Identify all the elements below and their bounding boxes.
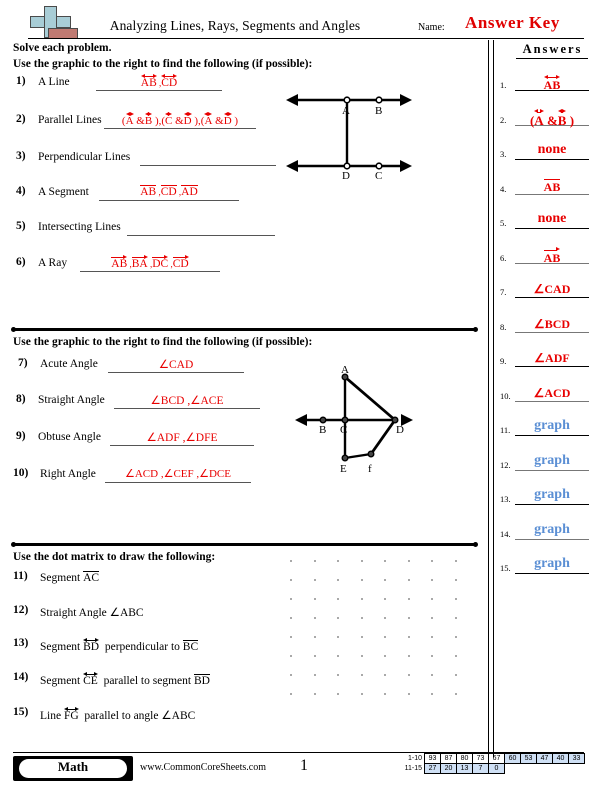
site-url: www.CommonCoreSheets.com bbox=[140, 762, 267, 773]
problem-text-9: Obtuse Angle bbox=[38, 431, 101, 443]
score-cell: 67 bbox=[489, 754, 505, 764]
problem-number-6: 6) bbox=[16, 256, 26, 268]
answer-row-value-10: ∠ACD bbox=[533, 385, 571, 400]
page-header bbox=[0, 4, 612, 38]
answer-line-7[interactable] bbox=[108, 372, 244, 373]
answer-line-6[interactable] bbox=[80, 271, 220, 272]
matrix-dot bbox=[337, 560, 339, 562]
problem-number-9: 9) bbox=[16, 430, 26, 442]
page-title: Analyzing Lines, Rays, Segments and Angles bbox=[109, 18, 361, 33]
section-divider-1 bbox=[13, 328, 476, 331]
problem-number-10: 10) bbox=[13, 467, 29, 479]
answer-value-6: AB ,BA ,DC ,CD bbox=[80, 255, 220, 270]
matrix-dot bbox=[431, 693, 433, 695]
matrix-dot bbox=[455, 598, 457, 600]
answer-line-5[interactable] bbox=[127, 235, 275, 236]
figure-parallel-lines bbox=[284, 84, 414, 184]
problem-number-5: 5) bbox=[16, 220, 26, 232]
matrix-dot bbox=[408, 598, 410, 600]
answer-row-line-9[interactable] bbox=[515, 366, 589, 367]
matrix-dot bbox=[337, 579, 339, 581]
matrix-dot bbox=[431, 617, 433, 619]
answer-row-line-11[interactable] bbox=[515, 435, 589, 436]
matrix-dot bbox=[290, 693, 292, 695]
matrix-dot bbox=[314, 655, 316, 657]
answer-row-line-8[interactable] bbox=[515, 332, 589, 333]
column-divider-left bbox=[488, 40, 489, 757]
matrix-dot bbox=[384, 579, 386, 581]
answer-row-line-3[interactable] bbox=[515, 159, 589, 160]
answer-value-4: AB ,CD ,AD bbox=[140, 186, 198, 198]
answer-row-value-4: AB bbox=[543, 179, 561, 194]
answer-row-value-7: ∠CAD bbox=[533, 282, 571, 296]
answer-row-number-7: 7. bbox=[500, 287, 507, 297]
answer-row-value-2: ( A & B ) bbox=[515, 110, 589, 129]
svg-text:B: B bbox=[375, 105, 383, 117]
svg-text:A: A bbox=[341, 364, 349, 376]
matrix-dot bbox=[337, 693, 339, 695]
matrix-dot bbox=[408, 655, 410, 657]
page-number: 1 bbox=[300, 757, 308, 774]
matrix-dot bbox=[408, 674, 410, 676]
matrix-dot bbox=[408, 636, 410, 638]
matrix-dot bbox=[431, 636, 433, 638]
answer-key-label: Answer Key bbox=[465, 13, 560, 32]
matrix-dot bbox=[290, 655, 292, 657]
problem-text-1: A Line bbox=[38, 76, 70, 88]
score-cell-empty bbox=[553, 764, 569, 774]
matrix-dot bbox=[384, 655, 386, 657]
answer-row-number-5: 5. bbox=[500, 218, 507, 228]
matrix-dot bbox=[455, 693, 457, 695]
answer-row-line-14[interactable] bbox=[515, 539, 589, 540]
matrix-dot bbox=[337, 655, 339, 657]
answer-row-value-11: graph bbox=[534, 418, 570, 433]
answer-row-number-10: 10. bbox=[500, 390, 511, 401]
score-cell: 20 bbox=[441, 764, 457, 774]
figure-angles bbox=[293, 362, 418, 492]
score-table bbox=[400, 753, 585, 774]
svg-text:B: B bbox=[319, 424, 327, 436]
problem-text-15: Line FG parallel to angle ∠ABC bbox=[40, 707, 195, 722]
answer-row-number-12: 12. bbox=[500, 459, 511, 470]
problem-number-4: 4) bbox=[16, 185, 26, 197]
answer-value-9: ∠ADF ,∠DFE bbox=[146, 432, 218, 444]
answer-row-value-8: ∠BCD bbox=[533, 316, 571, 331]
problem-number-2: 2) bbox=[16, 113, 26, 125]
score-row-label: 11-15 bbox=[404, 765, 422, 772]
answer-line-1[interactable] bbox=[96, 90, 222, 91]
solve-instruction: Solve each problem. bbox=[13, 42, 112, 54]
problem-number-7: 7) bbox=[18, 357, 28, 369]
answer-row-value-6: AB bbox=[515, 248, 589, 266]
score-cell: 7 bbox=[473, 764, 489, 774]
matrix-dot bbox=[314, 693, 316, 695]
answer-line-8[interactable] bbox=[114, 408, 260, 409]
answer-row-value-3: none bbox=[537, 142, 567, 157]
column-divider-right bbox=[493, 40, 494, 757]
problem-number-8: 8) bbox=[16, 393, 26, 405]
answer-row-number-4: 4. bbox=[500, 183, 507, 194]
problem-text-10: Right Angle bbox=[40, 468, 96, 480]
answer-row-line-5[interactable] bbox=[515, 228, 589, 229]
score-cell-empty bbox=[521, 764, 537, 774]
answer-value-8: ∠BCD ,∠ACE bbox=[150, 395, 224, 407]
problem-number-14: 14) bbox=[13, 671, 29, 683]
score-cell: 27 bbox=[425, 764, 441, 774]
problem-text-6: A Ray bbox=[38, 257, 68, 269]
answer-row-line-15[interactable] bbox=[515, 573, 589, 574]
score-row bbox=[400, 754, 585, 764]
section1-instruction: Use the graphic to the right to find the following (if possible): bbox=[13, 58, 313, 70]
matrix-dot bbox=[384, 617, 386, 619]
problem-text-8: Straight Angle bbox=[38, 394, 105, 406]
matrix-dot bbox=[455, 655, 457, 657]
matrix-dot bbox=[337, 674, 339, 676]
answer-row-number-11: 11. bbox=[500, 425, 511, 435]
matrix-dot bbox=[361, 674, 363, 676]
answer-value-7: ∠CAD bbox=[158, 359, 194, 371]
answer-row-number-14: 14. bbox=[500, 528, 511, 539]
answer-row-number-13: 13. bbox=[500, 494, 511, 504]
svg-text:C: C bbox=[340, 424, 348, 436]
matrix-dot bbox=[361, 579, 363, 581]
matrix-dot bbox=[290, 579, 292, 581]
answer-row-value-14: graph bbox=[534, 521, 570, 537]
matrix-dot bbox=[384, 598, 386, 600]
matrix-dot bbox=[314, 674, 316, 676]
svg-text:D: D bbox=[396, 424, 404, 436]
score-cell-empty bbox=[537, 764, 553, 774]
section2-instruction: Use the graphic to the right to find the following (if possible): bbox=[13, 336, 313, 348]
answer-line-4[interactable] bbox=[99, 200, 239, 201]
answer-row-line-7[interactable] bbox=[515, 297, 589, 298]
svg-text:E: E bbox=[340, 463, 347, 475]
score-row-label: 1-10 bbox=[407, 755, 422, 762]
section-divider-2 bbox=[13, 543, 476, 546]
svg-text:D: D bbox=[342, 170, 350, 182]
matrix-dot bbox=[337, 598, 339, 600]
problem-text-12: Straight Angle ∠ABC bbox=[40, 607, 144, 619]
matrix-dot bbox=[431, 579, 433, 581]
score-cell: 33 bbox=[569, 754, 585, 764]
score-cell: 60 bbox=[505, 754, 521, 764]
problem-text-5: Intersecting Lines bbox=[38, 221, 121, 233]
matrix-dot bbox=[384, 560, 386, 562]
name-label: Name: bbox=[418, 22, 445, 33]
matrix-dot bbox=[290, 617, 292, 619]
problem-text-13: Segment BD perpendicular to BC bbox=[40, 638, 198, 653]
matrix-dot bbox=[455, 636, 457, 638]
matrix-dot bbox=[314, 598, 316, 600]
matrix-dot bbox=[314, 579, 316, 581]
matrix-dot bbox=[408, 693, 410, 695]
matrix-dot bbox=[431, 560, 433, 562]
answer-row-number-9: 9. bbox=[500, 356, 507, 366]
problem-text-14: Segment CE parallel to segment BD bbox=[40, 672, 210, 687]
svg-text:f: f bbox=[368, 463, 372, 475]
matrix-dot bbox=[314, 617, 316, 619]
score-cell: 93 bbox=[425, 754, 441, 764]
answer-row-number-1: 1. bbox=[500, 80, 507, 90]
matrix-dot bbox=[384, 636, 386, 638]
answer-row-number-2: 2. bbox=[500, 114, 507, 125]
problem-number-11: 11) bbox=[13, 570, 28, 582]
score-cell: 13 bbox=[457, 764, 473, 774]
problem-number-3: 3) bbox=[16, 150, 26, 162]
answer-row-value-9: ∠ADF bbox=[534, 351, 570, 365]
matrix-dot bbox=[290, 636, 292, 638]
answer-row-number-6: 6. bbox=[500, 252, 507, 263]
answer-row-number-3: 3. bbox=[500, 149, 507, 159]
answer-value-10: ∠ACD ,∠CEF ,∠DCE bbox=[125, 468, 231, 480]
matrix-dot bbox=[361, 560, 363, 562]
matrix-dot bbox=[314, 636, 316, 638]
problem-number-1: 1) bbox=[16, 75, 26, 87]
answer-row-line-10[interactable] bbox=[515, 401, 589, 402]
matrix-dot bbox=[290, 560, 292, 562]
svg-text:C: C bbox=[375, 170, 383, 182]
answer-value-2: ( A & B ),( C & D ),( A & D ) bbox=[104, 112, 256, 127]
answer-line-9[interactable] bbox=[110, 445, 254, 446]
matrix-dot bbox=[455, 560, 457, 562]
matrix-dot bbox=[384, 674, 386, 676]
problem-text-2: Parallel Lines bbox=[38, 114, 102, 126]
score-cell: 73 bbox=[473, 754, 489, 764]
score-cell: 80 bbox=[457, 754, 473, 764]
matrix-dot bbox=[384, 693, 386, 695]
matrix-dot bbox=[290, 674, 292, 676]
math-brand-badge bbox=[13, 756, 133, 781]
matrix-dot bbox=[314, 560, 316, 562]
problem-number-13: 13) bbox=[13, 637, 29, 649]
matrix-dot bbox=[290, 598, 292, 600]
score-cell: 0 bbox=[489, 764, 505, 774]
answers-heading-underline bbox=[516, 58, 588, 59]
answer-row-number-15: 15. bbox=[500, 563, 511, 573]
matrix-dot bbox=[455, 617, 457, 619]
problem-number-15: 15) bbox=[13, 706, 29, 718]
matrix-dot bbox=[361, 598, 363, 600]
matrix-dot bbox=[361, 693, 363, 695]
header-divider bbox=[28, 38, 584, 39]
matrix-dot bbox=[431, 598, 433, 600]
score-cell: 53 bbox=[521, 754, 537, 764]
dot-matrix[interactable] bbox=[290, 560, 470, 710]
matrix-dot bbox=[455, 579, 457, 581]
matrix-dot bbox=[408, 617, 410, 619]
answer-line-3[interactable] bbox=[140, 165, 276, 166]
math-brand-label: Math bbox=[57, 759, 89, 774]
matrix-dot bbox=[337, 636, 339, 638]
answer-row-value-1: AB bbox=[515, 75, 589, 93]
score-cell: 47 bbox=[537, 754, 553, 764]
answer-line-2[interactable] bbox=[104, 128, 256, 129]
answer-row-value-12: graph bbox=[534, 452, 570, 468]
answer-row-value-5: none bbox=[537, 211, 567, 226]
answer-line-10[interactable] bbox=[105, 482, 251, 483]
matrix-dot bbox=[361, 617, 363, 619]
answer-row-number-8: 8. bbox=[500, 321, 507, 332]
problem-text-4: A Segment bbox=[38, 186, 89, 198]
matrix-dot bbox=[337, 617, 339, 619]
answer-row-value-15: graph bbox=[534, 556, 570, 571]
problem-text-3: Perpendicular Lines bbox=[38, 151, 131, 163]
matrix-dot bbox=[408, 579, 410, 581]
matrix-dot bbox=[361, 636, 363, 638]
score-cell-empty bbox=[569, 764, 585, 774]
score-cell-empty bbox=[505, 764, 521, 774]
score-row bbox=[400, 764, 585, 774]
matrix-dot bbox=[455, 674, 457, 676]
score-cell: 87 bbox=[441, 754, 457, 764]
svg-text:A: A bbox=[342, 105, 350, 117]
answer-row-value-13: graph bbox=[534, 487, 570, 502]
score-cell: 40 bbox=[553, 754, 569, 764]
matrix-dot bbox=[431, 674, 433, 676]
answer-row-line-13[interactable] bbox=[515, 504, 589, 505]
answer-row-line-12[interactable] bbox=[515, 470, 589, 471]
problem-text-11: Segment AC bbox=[40, 572, 100, 584]
problem-text-7: Acute Angle bbox=[40, 358, 98, 370]
answer-value-1: AB , CD bbox=[96, 74, 222, 89]
matrix-dot bbox=[408, 560, 410, 562]
section3-instruction: Use the dot matrix to draw the following: bbox=[13, 551, 216, 563]
answers-heading: Answers bbox=[522, 42, 583, 56]
matrix-dot bbox=[431, 655, 433, 657]
problem-number-12: 12) bbox=[13, 604, 29, 616]
matrix-dot bbox=[361, 655, 363, 657]
